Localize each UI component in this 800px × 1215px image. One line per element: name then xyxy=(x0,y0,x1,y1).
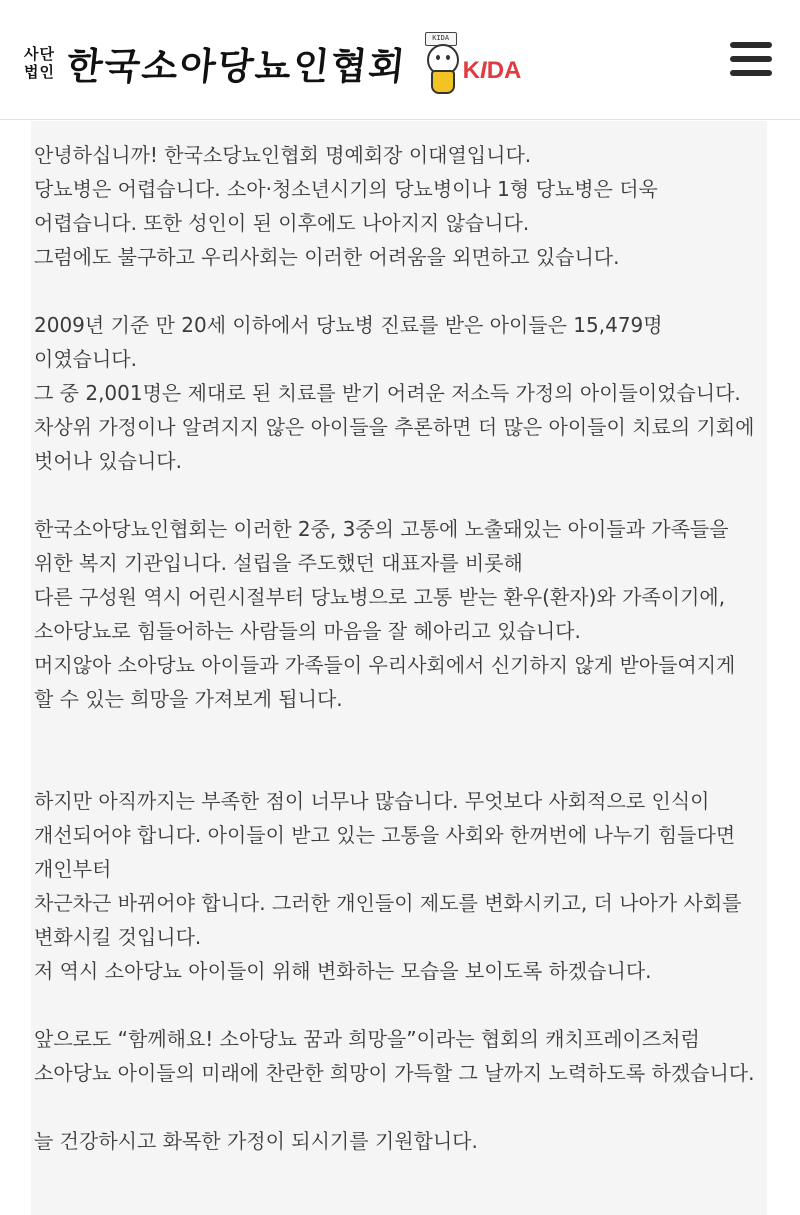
text-line: 앞으로도 “함께해요! 소아당뇨 꿈과 희망을”이라는 협회의 캐치프레이즈처럼 xyxy=(34,1027,700,1051)
menu-bar-top xyxy=(730,42,772,48)
kida-logo-i: I xyxy=(480,57,487,84)
paragraph-gap xyxy=(34,988,767,1022)
text-line: 할 수 있는 희망을 가져보게 됩니다. xyxy=(34,687,343,711)
kida-logo xyxy=(463,57,522,85)
text-line: 저 역시 소아당뇨 아이들이 위해 변화하는 모습을 보이도록 하겠습니다. xyxy=(34,959,652,983)
kida-logo-k: K xyxy=(462,57,481,84)
mascot-body xyxy=(431,70,455,94)
text-line: 안녕하십니까! 한국소당뇨인협회 명예회장 이대열입니다. xyxy=(34,143,532,167)
text-line: 그 중 2,001명은 제대로 된 치료를 받기 어려운 저소득 가정의 아이들이었습니다. xyxy=(34,381,741,405)
paragraph-gap xyxy=(34,274,767,308)
text-line: 머지않아 소아당뇨 아이들과 가족들이 우리사회에서 신기하지 않게 받아들여지게 xyxy=(34,653,736,677)
greeting-text xyxy=(31,121,767,1158)
text-line: 차근차근 바뀌어야 합니다. 그러한 개인들이 제도를 변화시키고, 더 나아가 사회를 xyxy=(34,891,742,915)
text-line: 한국소아당뇨인협회는 이러한 2중, 3중의 고통에 노출돼있는 아이들과 가족들을 xyxy=(34,517,729,541)
menu-bar-bottom xyxy=(730,70,772,76)
org-name: 한국소아당뇨인협회 xyxy=(64,44,409,88)
paragraph-gap xyxy=(34,716,767,750)
menu-bar-middle xyxy=(730,56,772,62)
text-line: 어렵습니다. 또한 성인이 된 이후에도 나아지지 않습니다. xyxy=(34,211,530,235)
text-line: 개인부터 xyxy=(34,857,112,881)
paragraph-gap xyxy=(34,1090,767,1124)
text-line: 2009년 기준 만 20세 이하에서 당뇨병 진료를 받은 아이들은 15,479명 xyxy=(34,313,663,337)
site-header xyxy=(0,0,800,120)
paragraph-gap xyxy=(34,750,767,784)
site-logo[interactable] xyxy=(24,32,521,94)
text-line: 변화시킬 것입니다. xyxy=(34,925,202,949)
text-line: 늘 건강하시고 화목한 가정이 되시기를 기원합니다. xyxy=(34,1129,478,1153)
mascot-flag: KIDA xyxy=(425,32,457,46)
text-line: 소아당뇨 아이들의 미래에 찬란한 희망이 가득할 그 날까지 노력하도록 하겠습니다. xyxy=(34,1061,755,1085)
kida-logo-da: DA xyxy=(486,57,522,84)
greeting-content xyxy=(31,121,767,1215)
text-line: 소아당뇨로 힘들어하는 사람들의 마음을 잘 헤아리고 있습니다. xyxy=(34,619,581,643)
corp-label xyxy=(24,45,55,81)
text-line: 하지만 아직까지는 부족한 점이 너무나 많습니다. 무엇보다 사회적으로 인식이 xyxy=(34,789,710,813)
corp-label-bottom: 법인 xyxy=(24,63,55,81)
text-line: 위한 복지 기관입니다. 설립을 주도했던 대표자를 비롯해 xyxy=(34,551,523,575)
mascot-icon xyxy=(421,32,461,94)
text-line: 벗어나 있습니다. xyxy=(34,449,182,473)
paragraph-gap xyxy=(34,478,767,512)
text-line: 다른 구성원 역시 어린시절부터 당뇨병으로 고통 받는 환우(환자)와 가족이기에, xyxy=(34,585,726,609)
text-line: 그럼에도 불구하고 우리사회는 이러한 어려움을 외면하고 있습니다. xyxy=(34,245,620,269)
text-line: 이였습니다. xyxy=(34,347,137,371)
text-line: 차상위 가정이나 알려지지 않은 아이들을 추론하면 더 많은 아이들이 치료의 기회에 xyxy=(34,415,755,439)
text-line: 개선되어야 합니다. 아이들이 받고 있는 고통을 사회와 한꺼번에 나누기 힘들다면 xyxy=(34,823,736,847)
hamburger-menu-icon[interactable] xyxy=(730,42,772,76)
corp-label-top: 사단 xyxy=(24,45,55,63)
text-line: 당뇨병은 어렵습니다. 소아·청소년시기의 당뇨병이나 1형 당뇨병은 더욱 xyxy=(34,177,658,201)
